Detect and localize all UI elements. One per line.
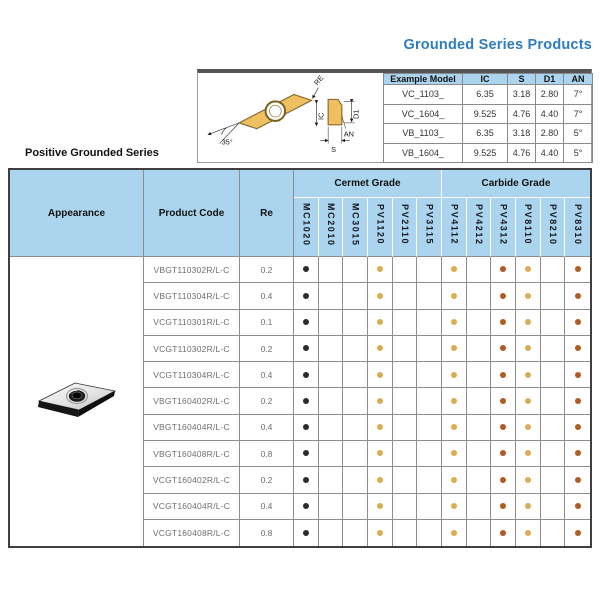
grade-table-body [10,257,590,546]
example-row [384,85,593,105]
grade-dot-cell-pv8110 [516,441,541,467]
grade-dot-cell-pv8210 [541,494,566,520]
grade-dot-cell-pv8110 [516,362,541,388]
grade-dot-cell-pv4212 [467,441,492,467]
grade-dot-cell-mc2010 [319,283,344,309]
product-code-cell: VBGT160404R/L-C [144,415,240,441]
label-an: AN [343,129,354,139]
grade-dot-cell-pv8310 [565,415,590,441]
product-code-cell: VCGT160404R/L-C [144,494,240,520]
example-value-cell: 9.525 [463,104,508,124]
grade-label: PV1120 [375,203,386,246]
grade-dot-cell-pv8110 [516,415,541,441]
grade-column-pv4212 [467,198,492,257]
product-code-cell: VCGT110304R/L-C [144,362,240,388]
grade-dot-rust [575,424,581,430]
grade-dot-cell-pv8110 [516,467,541,493]
grade-dot-cell-pv8210 [541,257,566,283]
grade-label: PV4312 [498,203,509,246]
grade-dot-gold [451,398,457,404]
example-header-0: Example Model [384,74,463,85]
grade-dot-rust [575,450,581,456]
grade-dot-cell-pv8210 [541,336,566,362]
grade-dot-gold [377,372,383,378]
example-value-cell: 2.80 [536,124,564,144]
grade-dot-cell-mc3015 [343,415,368,441]
grade-dot-gold [525,266,531,272]
example-value-cell: 6.35 [463,124,508,144]
grade-dot-cell-pv2110 [393,257,418,283]
grade-dot-gold [377,530,383,536]
insert-diagram [199,73,383,161]
grade-dot-black [303,424,309,430]
grade-dot-rust [575,398,581,404]
grade-dot-gold [451,372,457,378]
grade-dot-cell-pv3115 [417,441,442,467]
grade-dot-black [303,450,309,456]
grade-dot-cell-mc1020 [294,467,319,493]
example-value-cell: 4.40 [536,104,564,124]
grade-column-pv8210 [541,198,566,257]
grade-dot-cell-pv1120 [368,257,393,283]
grade-dot-gold [377,266,383,272]
grade-dot-cell-pv8210 [541,415,566,441]
grade-dot-cell-pv3115 [417,310,442,336]
grade-dot-cell-pv1120 [368,441,393,467]
grade-dot-cell-pv4212 [467,362,492,388]
example-value-cell: 4.76 [508,104,536,124]
grade-dot-rust [575,266,581,272]
grade-label: MC2010 [325,202,336,247]
grade-dot-cell-pv8310 [565,520,590,546]
grade-dot-gold [525,477,531,483]
grade-dot-cell-mc3015 [343,336,368,362]
grade-dot-cell-pv1120 [368,467,393,493]
grade-dot-black [303,293,309,299]
product-code-cell: VCGT110301R/L-C [144,310,240,336]
example-value-cell: 3.18 [508,85,536,105]
grade-label: MC1020 [301,202,312,247]
grade-dot-rust [500,424,506,430]
grade-dot-cell-mc1020 [294,336,319,362]
grade-label: PV8310 [573,203,584,246]
grade-dot-cell-pv4212 [467,336,492,362]
product-code-cell: VBGT160402R/L-C [144,388,240,414]
grade-dot-cell-pv3115 [417,467,442,493]
grade-dot-cell-mc1020 [294,441,319,467]
grade-dot-cell-pv8210 [541,441,566,467]
column-header-appearance: Appearance [10,170,144,257]
example-table-header-row [384,74,593,85]
grade-dot-rust [500,398,506,404]
insert-side-view [328,99,342,124]
grade-dot-cell-pv4312 [491,467,516,493]
label-ic: IC [316,112,326,120]
product-code-cell: VCGT160408R/L-C [144,520,240,546]
grade-label: PV8110 [523,203,534,246]
grade-dot-cell-mc1020 [294,362,319,388]
example-model-table [383,73,593,163]
grade-dot-cell-pv4312 [491,520,516,546]
product-code-cell: VBGT110304R/L-C [144,283,240,309]
product-code-cell: VBGT160408R/L-C [144,441,240,467]
grade-dot-cell-pv2110 [393,467,418,493]
grade-dot-cell-pv8310 [565,362,590,388]
grade-dot-cell-pv3115 [417,494,442,520]
grade-dot-cell-mc3015 [343,388,368,414]
grade-dot-cell-mc1020 [294,494,319,520]
grade-dot-black [303,319,309,325]
grade-dot-rust [500,345,506,351]
re-value-cell: 0.2 [240,388,294,414]
grade-dot-cell-mc1020 [294,310,319,336]
label-re: RE [312,73,326,87]
grade-dot-cell-mc3015 [343,494,368,520]
example-row [384,124,593,144]
grade-dot-cell-pv2110 [393,520,418,546]
grade-selection-table [8,168,592,548]
insert-photo [35,378,119,420]
grade-dot-cell-mc3015 [343,520,368,546]
grade-dot-cell-mc1020 [294,520,319,546]
example-value-cell: 4.76 [508,143,536,163]
grade-dot-cell-pv1120 [368,415,393,441]
grade-dot-rust [575,345,581,351]
grade-dot-black [303,372,309,378]
group-header-cermet: Cermet Grade [294,170,442,198]
grade-dot-cell-pv4312 [491,257,516,283]
grade-dot-gold [377,503,383,509]
grade-dot-cell-pv8310 [565,336,590,362]
grade-dot-rust [500,266,506,272]
grade-dot-gold [525,345,531,351]
grade-dot-cell-pv3115 [417,362,442,388]
grade-dot-cell-pv8310 [565,441,590,467]
example-value-cell: 4.40 [536,143,564,163]
grade-dot-cell-pv8310 [565,310,590,336]
label-35deg: 35° [221,137,233,147]
grade-dot-gold [525,503,531,509]
grade-dot-cell-pv2110 [393,362,418,388]
grade-dot-cell-pv4312 [491,415,516,441]
grade-dot-gold [377,345,383,351]
grade-dot-cell-mc1020 [294,257,319,283]
grade-dot-cell-pv4212 [467,388,492,414]
product-code-cell: VCGT110302R/L-C [144,336,240,362]
grade-dot-gold [451,345,457,351]
grade-dot-cell-pv8110 [516,310,541,336]
grade-dot-cell-mc3015 [343,257,368,283]
grade-dot-cell-mc2010 [319,336,344,362]
group-header-row [10,170,590,198]
grade-dot-rust [575,293,581,299]
grade-dot-cell-pv4112 [442,310,467,336]
grade-dot-cell-pv2110 [393,336,418,362]
grade-dot-rust [575,372,581,378]
grade-dot-cell-mc2010 [319,310,344,336]
grade-dot-cell-pv8210 [541,467,566,493]
grade-dot-rust [500,293,506,299]
example-model-cell: VC_1103_ [384,85,463,105]
grade-dot-cell-mc3015 [343,467,368,493]
grade-dot-cell-pv8310 [565,388,590,414]
grade-dot-rust [500,477,506,483]
grade-dot-gold [451,293,457,299]
grade-dot-gold [451,319,457,325]
grade-dot-cell-pv8210 [541,362,566,388]
grade-dot-cell-pv3115 [417,257,442,283]
grade-dot-cell-pv3115 [417,283,442,309]
grade-dot-cell-pv4312 [491,283,516,309]
column-header-product-code: Product Code [144,170,240,257]
example-value-cell: 2.80 [536,85,564,105]
grade-label: PV8210 [547,203,558,246]
example-value-cell: 7° [564,85,593,105]
example-model-cell: VC_1604_ [384,104,463,124]
grade-dot-cell-mc1020 [294,283,319,309]
column-header-re: Re [240,170,294,257]
grade-dot-cell-pv4112 [442,494,467,520]
grade-dot-cell-pv8110 [516,494,541,520]
grade-dot-cell-mc2010 [319,362,344,388]
grade-dot-rust [500,372,506,378]
grade-dot-cell-mc3015 [343,310,368,336]
grade-label: PV4212 [473,203,484,246]
grade-dot-cell-pv8310 [565,257,590,283]
grade-dot-cell-pv4212 [467,467,492,493]
re-value-cell: 0.2 [240,257,294,283]
example-value-cell: 7° [564,104,593,124]
example-header-4: AN [564,74,593,85]
grade-dot-cell-mc2010 [319,388,344,414]
grade-dot-cell-pv3115 [417,336,442,362]
grade-dot-cell-pv1120 [368,283,393,309]
grade-dot-cell-pv2110 [393,283,418,309]
grade-dot-cell-pv2110 [393,441,418,467]
grade-dot-cell-mc3015 [343,362,368,388]
grade-dot-black [303,477,309,483]
grade-dot-cell-pv4312 [491,362,516,388]
grade-dot-cell-pv8210 [541,388,566,414]
grade-dot-cell-pv8110 [516,520,541,546]
grade-dot-gold [377,450,383,456]
grade-label: PV2110 [399,203,410,246]
grade-dot-cell-mc2010 [319,415,344,441]
re-value-cell: 0.8 [240,441,294,467]
product-row [10,257,590,283]
grade-dot-cell-mc1020 [294,415,319,441]
grade-dot-cell-pv2110 [393,388,418,414]
grade-column-mc2010 [319,198,344,257]
example-value-cell: 6.35 [463,85,508,105]
grade-dot-black [303,345,309,351]
grade-dot-cell-pv8310 [565,283,590,309]
grade-dot-cell-pv4312 [491,336,516,362]
grade-dot-cell-pv2110 [393,415,418,441]
grade-dot-cell-pv4112 [442,388,467,414]
grade-dot-cell-mc3015 [343,283,368,309]
insert-line-drawing [199,73,383,161]
label-d1: D1 [351,109,361,119]
grade-dot-cell-pv4312 [491,388,516,414]
grade-label: PV3115 [424,203,435,246]
grade-column-pv8310 [565,198,590,257]
grade-dot-cell-pv8110 [516,388,541,414]
grade-dot-cell-pv8210 [541,283,566,309]
example-table-body [384,85,593,163]
example-row [384,104,593,124]
grade-dot-cell-pv8310 [565,494,590,520]
grade-column-pv4112 [442,198,467,257]
grade-dot-cell-mc2010 [319,441,344,467]
re-value-cell: 0.4 [240,494,294,520]
re-value-cell: 0.2 [240,336,294,362]
grade-dot-cell-pv3115 [417,415,442,441]
appearance-cell [10,257,144,546]
grade-dot-cell-pv2110 [393,494,418,520]
grade-column-pv2110 [393,198,418,257]
grade-dot-gold [525,319,531,325]
grade-dot-cell-pv8210 [541,310,566,336]
grade-dot-cell-mc1020 [294,388,319,414]
grade-dot-gold [451,530,457,536]
grade-column-pv3115 [417,198,442,257]
grade-dot-cell-pv4212 [467,415,492,441]
grade-dot-cell-pv4212 [467,257,492,283]
re-value-cell: 0.2 [240,467,294,493]
grade-dot-cell-pv4312 [491,494,516,520]
grade-dot-gold [525,450,531,456]
grade-dot-cell-pv4212 [467,520,492,546]
grade-dot-gold [525,293,531,299]
grade-column-pv1120 [368,198,393,257]
grade-dot-cell-mc2010 [319,257,344,283]
grade-dot-rust [500,530,506,536]
grade-label: MC3015 [350,202,361,247]
grade-dot-gold [451,266,457,272]
grade-column-mc1020 [294,198,319,257]
group-header-carbide: Carbide Grade [442,170,590,198]
grade-column-pv4312 [491,198,516,257]
re-value-cell: 0.4 [240,283,294,309]
grade-dot-cell-pv1120 [368,388,393,414]
grade-column-mc3015 [343,198,368,257]
grade-dot-cell-pv4112 [442,336,467,362]
product-code-cell: VBGT110302R/L-C [144,257,240,283]
grade-dot-cell-pv1120 [368,494,393,520]
label-s: S [331,145,336,155]
grade-dot-rust [575,477,581,483]
grade-dot-cell-mc2010 [319,494,344,520]
section-label: Positive Grounded Series [25,147,159,159]
grade-dot-gold [377,424,383,430]
grade-dot-rust [500,450,506,456]
grade-dot-gold [525,424,531,430]
grade-dot-gold [451,477,457,483]
re-value-cell: 0.4 [240,362,294,388]
grade-dot-cell-pv3115 [417,520,442,546]
grade-dot-gold [525,372,531,378]
grade-dot-cell-pv2110 [393,310,418,336]
grade-dot-black [303,266,309,272]
grade-dot-cell-mc3015 [343,441,368,467]
grade-dot-cell-pv4112 [442,283,467,309]
grade-dot-gold [525,398,531,404]
example-row [384,143,593,163]
grade-dot-cell-pv8210 [541,520,566,546]
grade-dot-cell-pv4312 [491,441,516,467]
grade-dot-cell-pv4212 [467,283,492,309]
grade-dot-cell-mc2010 [319,520,344,546]
example-header-2: S [508,74,536,85]
grade-dot-cell-pv3115 [417,388,442,414]
re-value-cell: 0.8 [240,520,294,546]
example-model-cell: VB_1103_ [384,124,463,144]
grade-dot-cell-pv8110 [516,283,541,309]
grade-dot-black [303,398,309,404]
grade-dot-rust [500,503,506,509]
grade-dot-cell-pv4112 [442,362,467,388]
re-value-cell: 0.4 [240,415,294,441]
grade-dot-black [303,503,309,509]
grade-dot-cell-pv1120 [368,362,393,388]
grade-dot-cell-pv4112 [442,441,467,467]
example-value-cell: 5° [564,124,593,144]
grade-dot-cell-pv8110 [516,336,541,362]
grade-dot-gold [377,398,383,404]
grade-dot-cell-pv8310 [565,467,590,493]
grade-dot-gold [377,319,383,325]
example-model-cell: VB_1604_ [384,143,463,163]
example-header-1: IC [463,74,508,85]
grade-dot-cell-pv1120 [368,336,393,362]
grade-dot-black [303,530,309,536]
example-header-3: D1 [536,74,564,85]
grade-dot-gold [451,503,457,509]
grade-dot-cell-pv4112 [442,415,467,441]
grade-dot-gold [525,530,531,536]
grade-dot-cell-pv4212 [467,310,492,336]
example-value-cell: 3.18 [508,124,536,144]
grade-dot-cell-pv4112 [442,467,467,493]
re-value-cell: 0.1 [240,310,294,336]
grade-dot-rust [500,319,506,325]
grade-dot-rust [575,319,581,325]
grade-dot-rust [575,503,581,509]
grade-dot-cell-pv1120 [368,520,393,546]
grade-dot-gold [377,293,383,299]
grade-dot-rust [575,530,581,536]
grade-dot-gold [377,477,383,483]
grade-label: PV4112 [449,203,460,246]
grade-dot-cell-pv8110 [516,257,541,283]
page-title: Grounded Series Products [403,37,592,53]
grade-dot-gold [451,450,457,456]
grade-dot-cell-pv4212 [467,494,492,520]
grade-dot-cell-mc2010 [319,467,344,493]
example-value-cell: 5° [564,143,593,163]
grade-dot-cell-pv4312 [491,310,516,336]
grade-dot-cell-pv4112 [442,520,467,546]
example-value-cell: 9.525 [463,143,508,163]
grade-dot-cell-pv4112 [442,257,467,283]
grade-dot-cell-pv1120 [368,310,393,336]
grade-column-pv8110 [516,198,541,257]
product-code-cell: VCGT160402R/L-C [144,467,240,493]
grade-dot-gold [451,424,457,430]
